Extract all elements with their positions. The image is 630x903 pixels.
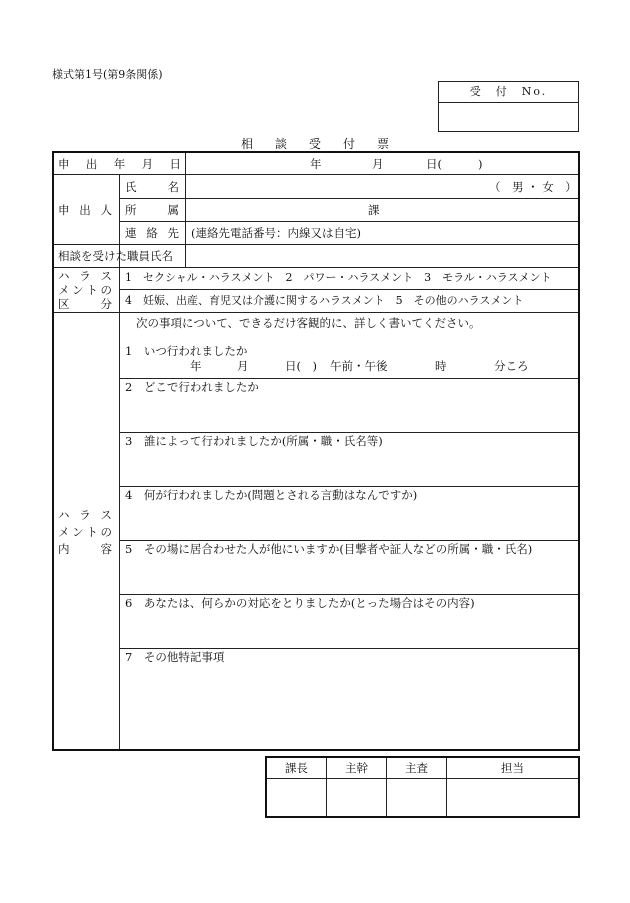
form-title: 相談受付票 — [240, 137, 411, 151]
date-year: 年 — [310, 157, 322, 171]
dept-suffix: 課 — [368, 203, 380, 217]
q1-month: 月 — [237, 359, 249, 373]
category-options-2: 4 妊娠、出産、育児又は介護に関するハラスメント 5 その他のハラスメント — [125, 294, 524, 307]
category-options-1: 1 セクシャル・ハラスメント 2 パワー・ハラスメント 3 モラル・ハラスメント — [125, 271, 552, 284]
stamp-header-staff: 担当 — [501, 761, 524, 775]
q1-ampm: 午前・午後 — [330, 359, 388, 373]
stamp-header-supervisor: 主幹 — [345, 761, 368, 775]
consultation-form-table — [52, 151, 580, 751]
receipt-box — [438, 81, 579, 132]
question-1: 1 いつ行われましたか — [125, 344, 248, 358]
q1-minute: 分ころ — [494, 359, 529, 373]
contact-label: 連 絡 先 — [125, 226, 179, 240]
q1-day: 日( ) — [285, 359, 317, 373]
category-label-2: メ ン ト の — [58, 283, 112, 297]
category-label-1: ハ ラ ス — [58, 269, 112, 283]
content-label-3: 内 容 — [58, 542, 112, 556]
staff-name-label: 相談を受けた職員氏名 — [58, 249, 173, 263]
question-4: 4 何が行われましたか(問題とされる言動はなんですか) — [125, 488, 418, 502]
date-month: 月 — [372, 157, 384, 171]
approval-stamp-table — [265, 756, 580, 818]
question-7: 7 その他特記事項 — [125, 650, 225, 664]
name-label: 氏 名 — [125, 180, 179, 194]
content-label-1: ハ ラ ス — [58, 508, 112, 522]
q1-year: 年 — [190, 359, 202, 373]
form-number: 様式第1号(第9条関係) — [52, 68, 163, 81]
receipt-label: 受 付 No. — [439, 82, 578, 103]
content-intro: 次の事項について、できるだけ客観的に、詳しく書いてください。 — [136, 316, 481, 330]
date-close: ) — [478, 157, 483, 171]
category-label-3: 区 分 — [58, 297, 112, 311]
question-6: 6 あなたは、何らかの対応をとりましたか(とった場合はその内容) — [125, 596, 475, 610]
dept-label: 所 属 — [125, 203, 179, 217]
stamp-header-section-chief: 課長 — [285, 761, 308, 775]
question-5: 5 その場に居合わせた人が他にいますか(目撃者や証人などの所属・職・氏名) — [125, 542, 533, 556]
date-day: 日( — [426, 157, 442, 171]
contact-value: (連絡先電話番号：内線又は自宅) — [191, 226, 361, 240]
content-label-2: メ ン ト の — [58, 525, 112, 539]
stamp-header-inspector: 主査 — [405, 761, 428, 775]
applicant-label: 申 出 人 — [58, 203, 112, 217]
q1-hour: 時 — [435, 359, 447, 373]
question-3: 3 誰によって行われましたか(所属・職・氏名等) — [125, 434, 383, 448]
date-label: 申 出 年 月 日 — [58, 157, 181, 171]
question-2: 2 どこで行われましたか — [125, 380, 259, 394]
gender-choice: （ 男 ・ 女 ） — [489, 180, 577, 194]
